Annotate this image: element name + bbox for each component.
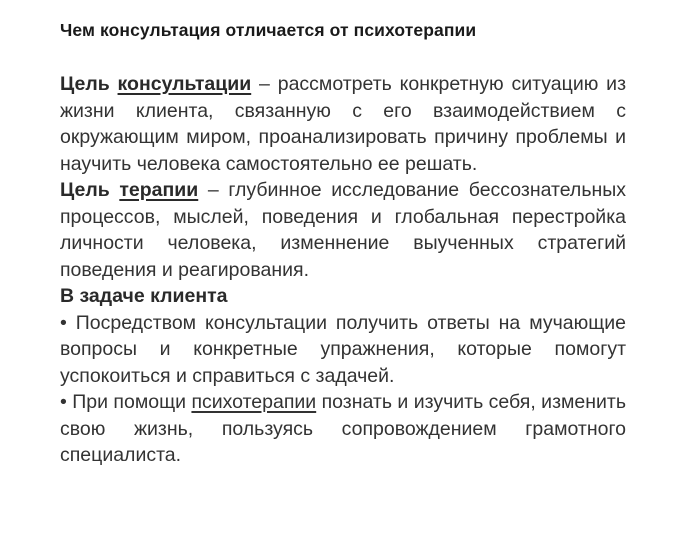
therapy-goal-text: – глубинное исследование бессознательных процессов, мыслей, поведения и глобальная перестройка личности человека, изменнение выученных стратегий поведения и реагирования. — [60, 179, 627, 281]
therapy-goal-paragraph — [60, 177, 626, 283]
article — [60, 16, 626, 469]
client-task-bullet-consultation: • Посредством консультации получить ответы на мучающие вопросы и конкретные упражнения, которые помогут успокоиться и справиться с задачей. — [60, 311, 626, 387]
consultation-term: консультации — [117, 73, 252, 95]
article-body — [60, 71, 626, 469]
consultation-goal-paragraph — [60, 71, 626, 177]
psychotherapy-link[interactable]: психотерапии — [191, 391, 317, 413]
bullet-2-suffix: познать и изучить себя, изменить свою жизнь, пользуясь сопровождением грамотного специалиста. — [60, 391, 627, 466]
therapy-goal-label: Цель — [60, 179, 110, 201]
consultation-goal-text: – рассмотреть конкретную ситуацию из жизни клиента, связанную с его взаимодействием с окружающим миром, проанализировать причину проблемы и научить человека самостоятельно ее решать. — [60, 73, 627, 175]
client-task-heading: В задаче клиента — [60, 285, 228, 307]
consultation-goal-label: Цель — [60, 73, 110, 95]
client-task-bullet-psychotherapy — [60, 389, 626, 469]
therapy-term: терапии — [119, 179, 199, 201]
bullet-2-prefix: • При помощи — [60, 391, 187, 413]
page-title: Чем консультация отличается от психотерапии — [60, 20, 477, 40]
